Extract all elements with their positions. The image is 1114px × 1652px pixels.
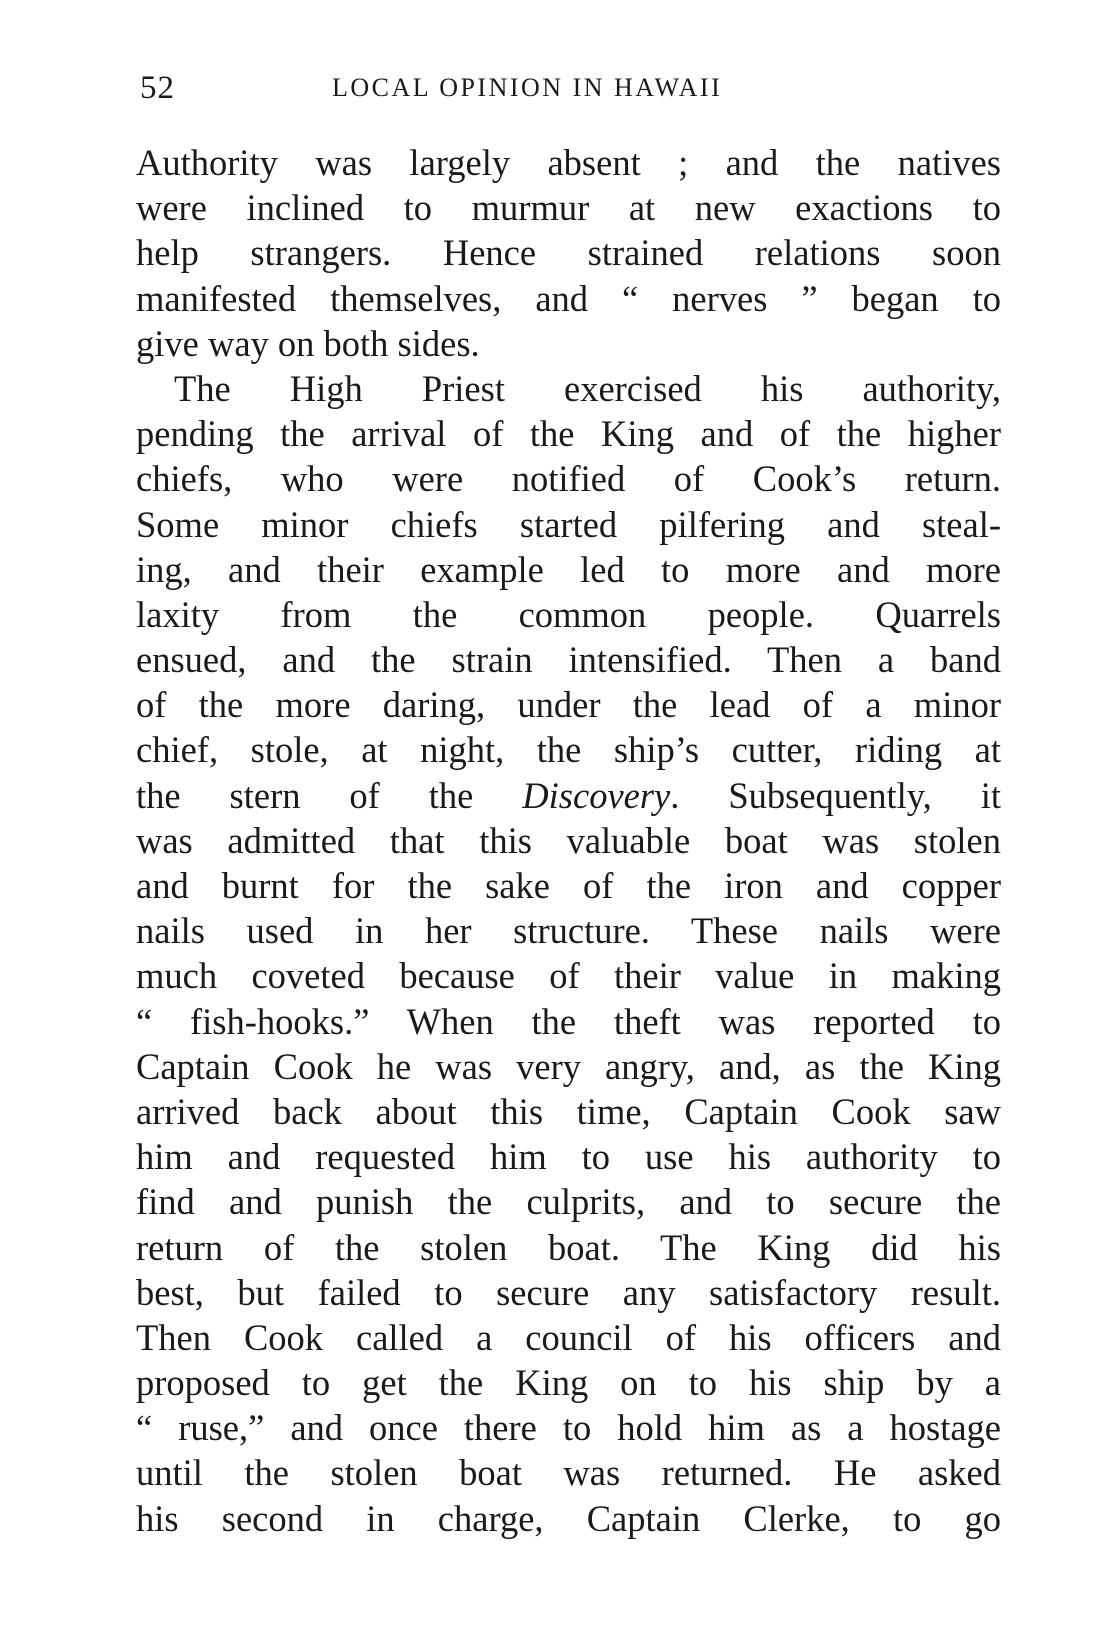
text-line: ensued, and the strain intensified. Then a band — [136, 639, 1001, 681]
text-line: of the more daring, under the lead of a minor — [136, 684, 1001, 726]
text-line: much coveted because of their value in making — [136, 955, 1001, 997]
text-line: Authority was largely absent ; and the natives — [136, 142, 1001, 183]
text-line: return of the stolen boat. The King did his — [136, 1226, 1001, 1268]
text-line: the stern of the Discovery. Subsequently, it — [136, 774, 1001, 816]
text-line: arrived back about this time, Captain Cook saw — [136, 1090, 1001, 1132]
text-line: Some minor chiefs started pilfering and steal- — [136, 503, 1001, 545]
text-line: until the stolen boat was returned. He asked — [136, 1452, 1001, 1494]
text-line: and burnt for the sake of the iron and copper — [136, 865, 1001, 906]
text-line: laxity from the common people. Quarrels — [136, 593, 1001, 635]
text-line: him and requested him to use his authority to — [136, 1136, 1001, 1178]
text-line: were inclined to murmur at new exactions to — [136, 187, 1001, 229]
body-text — [136, 140, 1001, 1541]
text-line: was admitted that this valuable boat was stolen — [136, 819, 1001, 861]
text-line: Captain Cook he was very angry, and, as the King — [136, 1045, 1001, 1087]
text-line: find and punish the culprits, and to secure the — [136, 1181, 1001, 1223]
text-line: The High Priest exercised his authority, — [174, 367, 1001, 409]
text-line: chiefs, who were notified of Cook’s return. — [136, 458, 1001, 500]
text-line: proposed to get the King on to his ship by a — [136, 1362, 1001, 1404]
text-line: “ fish-hooks.” When the theft was reported to — [136, 1000, 1001, 1042]
text-line: “ ruse,” and once there to hold him as a hostage — [136, 1407, 1001, 1449]
running-title: LOCAL OPINION IN HAWAII — [332, 73, 723, 102]
text-line: pending the arrival of the King and of the higher — [136, 413, 1001, 455]
page-number: 52 — [140, 70, 175, 106]
ship-name: Discovery — [522, 774, 671, 816]
text-line: Then Cook called a council of his officers and — [136, 1316, 1001, 1358]
text-line: best, but failed to secure any satisfactory result. — [136, 1271, 1001, 1313]
text-line: nails used in her structure. These nails were — [136, 910, 1001, 952]
text-line: his second in charge, Captain Clerke, to go — [136, 1497, 1001, 1539]
running-head — [140, 68, 1000, 108]
text-line: ing, and their example led to more and more — [136, 548, 1001, 590]
text-line: chief, stole, at night, the ship’s cutter, riding at — [136, 729, 1001, 771]
text-line: give way on both sides. — [136, 322, 480, 364]
text-line: manifested themselves, and “ nerves ” began to — [136, 277, 1001, 319]
text-line: help strangers. Hence strained relations soon — [136, 232, 1001, 274]
